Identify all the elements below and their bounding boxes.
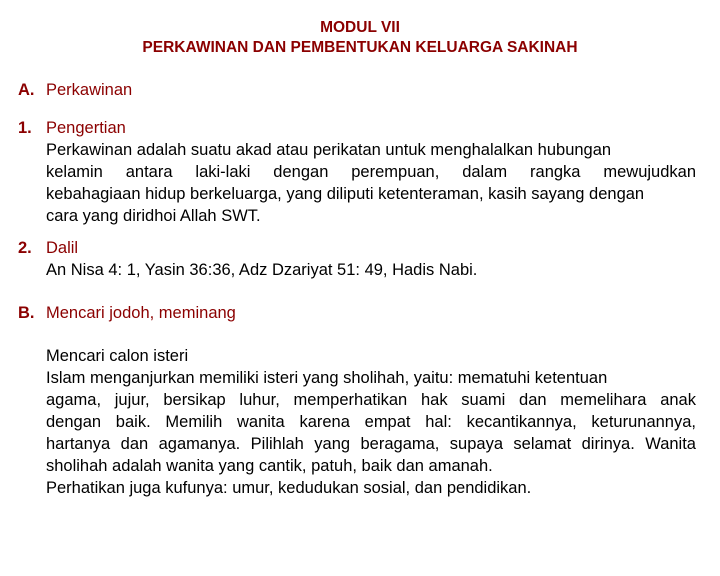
- item-2-heading: [18, 237, 78, 259]
- section-a-title: Perkawinan: [46, 81, 133, 99]
- section-b-title: Mencari jodoh, meminang: [46, 304, 236, 322]
- item-1-line: kebahagiaan hidup berkeluarga, yang diliputi ketenteraman, kasih sayang dengan: [46, 185, 645, 203]
- section-a-heading: [18, 79, 132, 101]
- item-1-line: Perkawinan adalah suatu akad atau perikatan untuk menghalalkan hubungan: [46, 141, 612, 159]
- section-b-marker: B.: [18, 304, 35, 322]
- section-b-line: dengan baik. Memilih wanita karena empat hal: kecantikannya, keturunannya,: [46, 413, 696, 431]
- section-a-marker: A.: [18, 81, 35, 99]
- section-b-line: agama, jujur, bersikap luhur, memperhatikan hak suami dan memelihara anak: [46, 391, 696, 409]
- item-2-title: Dalil: [46, 239, 79, 257]
- item-2-text: An Nisa 4: 1, Yasin 36:36, Adz Dzariyat 51: 49, Hadis Nabi.: [46, 261, 478, 279]
- section-b-heading: [18, 302, 236, 324]
- section-b-line: Mencari calon isteri: [46, 347, 189, 365]
- section-b-line: Perhatikan juga kufunya: umur, kedudukan sosial, dan pendidikan.: [46, 479, 532, 497]
- section-b-body: [46, 345, 696, 499]
- item-2-marker: 2.: [18, 239, 32, 257]
- item-1-line: cara yang diridhoi Allah SWT.: [46, 207, 261, 225]
- item-1-body: [46, 139, 696, 227]
- item-1-heading: [18, 117, 126, 139]
- section-b-line: sholihah adalah wanita yang cantik, patuh, baik dan amanah.: [46, 457, 493, 475]
- module-title: MODUL VII: [320, 19, 400, 36]
- item-1-title: Pengertian: [46, 119, 126, 137]
- section-b-line: Islam menganjurkan memiliki isteri yang sholihah, yaitu: mematuhi ketentuan: [46, 369, 608, 387]
- item-2-body: [46, 259, 696, 281]
- item-1-line: kelamin antara laki-laki dengan perempuan, dalam rangka mewujudkan: [46, 163, 696, 181]
- section-b-line: hartanya dan agamanya. Pilihlah yang beragama, supaya selamat dirinya. Wanita: [46, 435, 696, 453]
- item-1-marker: 1.: [18, 119, 32, 137]
- module-subtitle: PERKAWINAN DAN PEMBENTUKAN KELUARGA SAKINAH: [142, 39, 578, 56]
